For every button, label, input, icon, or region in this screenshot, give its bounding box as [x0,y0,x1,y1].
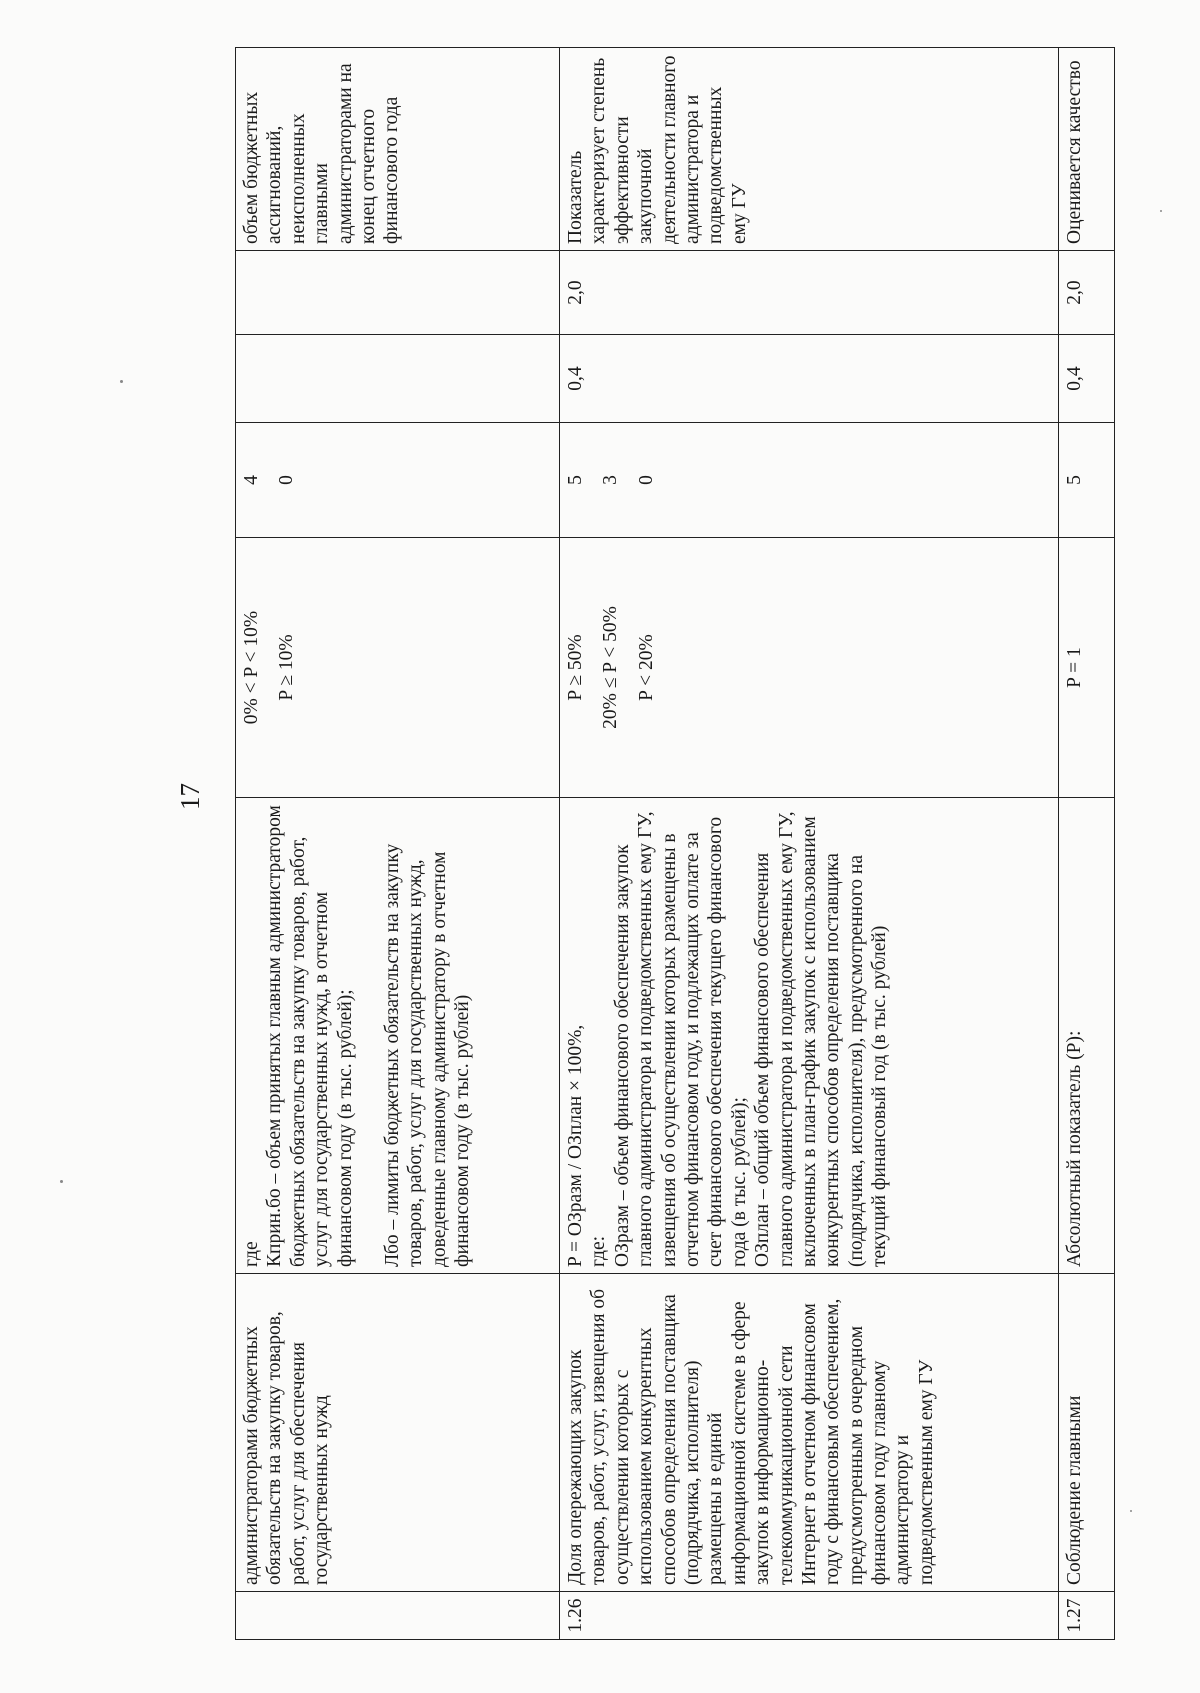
table-row [236,48,560,1640]
row-id [236,1592,560,1640]
scan-speck [60,1180,63,1183]
max-score-cell [236,251,560,335]
conditions-cell: P = 1 [1059,538,1115,798]
formula-line: где: [588,1235,610,1267]
max-score-cell: 2,0 [560,251,1059,335]
formula-cell [236,798,560,1274]
weight-cell [236,335,560,423]
formula-line: где [241,1241,262,1267]
scores-cell [560,423,1059,538]
scan-speck [120,380,123,383]
indicator-cell: Соблюдение главными [1059,1274,1115,1592]
indicator-cell: администраторами бюджетных обязательств на закупку товаров, работ, услуг для обеспечения государственных нужд [236,1274,560,1592]
page-number: 17 [175,783,205,810]
comment-cell: Оценивается качество [1059,48,1115,251]
condition: P < 20% [635,634,657,701]
comment-cell: Показатель характеризует степень эффективности закупочной деятельности главного администратора и подведомственных ему ГУ [560,48,1059,251]
scores-cell [236,423,560,538]
formula-line: Кприн.бо – объем принятых главным администратором бюджетных обязательств на закупку товаров, работ, услуг для государственных нужд, в отчетном финансовом году (в тыс. рублей); [264,805,356,1267]
formula-cell [560,798,1059,1274]
conditions-cell [560,538,1059,798]
max-score-cell: 2,0 [1059,251,1115,335]
table-row [1059,48,1115,1640]
formula-line: P = ОЗразм / ОЗплан × 100%, [565,1024,586,1267]
formula-line: ОЗразм – объем финансового обеспечения закупок главного администратора и подведомственных ему ГУ, извещения об осуществлении которых размещены в отчетном финансовом году, и подлежащих оплате за счет финансового обеспечения текущего финансового года (в тыс. рублей); [611,811,750,1267]
scan-speck [1130,1510,1132,1512]
weight-cell: 0,4 [1059,335,1115,423]
condition: 0% < P < 10% [241,610,262,725]
indicator-cell: Доля опережающих закупок товаров, работ, услуг, извещения об осуществлении которых с использованием конкурентных способов определения поставщика (подрядчика, исполнителя) размещены в единой информационной системе в сфере закупок в информационно-телекоммуникационной сети Интернет в отчетном финансовом году с финансовым обеспечением, предусмотренным в очередном финансовом году главному администратору и подведомственным ему ГУ [560,1274,1059,1592]
score: 0 [635,475,657,485]
scores-cell: 5 [1059,423,1115,538]
condition: P ≥ 10% [276,634,298,701]
comment-cell: объем бюджетных ассигнований, неисполненных главными администраторами на конец отчетного финансового года [236,48,560,251]
formula-line: ОЗплан – общий объем финансового обеспечения главного администратора и подведомственных ему ГУ, включенных в план-график закупок с использованием конкурентных способов определения поставщика (подрядчика, исполнителя), предусмотренного на текущий финансовый год (в тыс. рублей) [752,811,891,1267]
score: 4 [241,475,262,485]
criteria-table [235,47,1115,1640]
score: 0 [276,475,298,485]
formula-gap [357,804,381,1267]
table-row [560,48,1059,1640]
row-id: 1.27 [1059,1592,1115,1640]
scan-speck [1160,210,1162,212]
conditions-cell [236,538,560,798]
formula-line: Лбо – лимиты бюджетных обязательств на закупку товаров, работ, услуг для государственных нужд, доведенные главному администратору в отчетном финансовом году (в тыс. рублей) [381,843,474,1267]
weight-cell: 0,4 [560,335,1059,423]
condition: 20% ≤ P < 50% [600,606,622,729]
row-id: 1.26 [560,1592,1059,1640]
formula-cell: Абсолютный показатель (P): [1059,798,1115,1274]
rotated-table-container [235,48,1115,1640]
condition: P ≥ 50% [565,634,586,701]
score: 5 [565,475,586,485]
score: 3 [600,475,622,485]
